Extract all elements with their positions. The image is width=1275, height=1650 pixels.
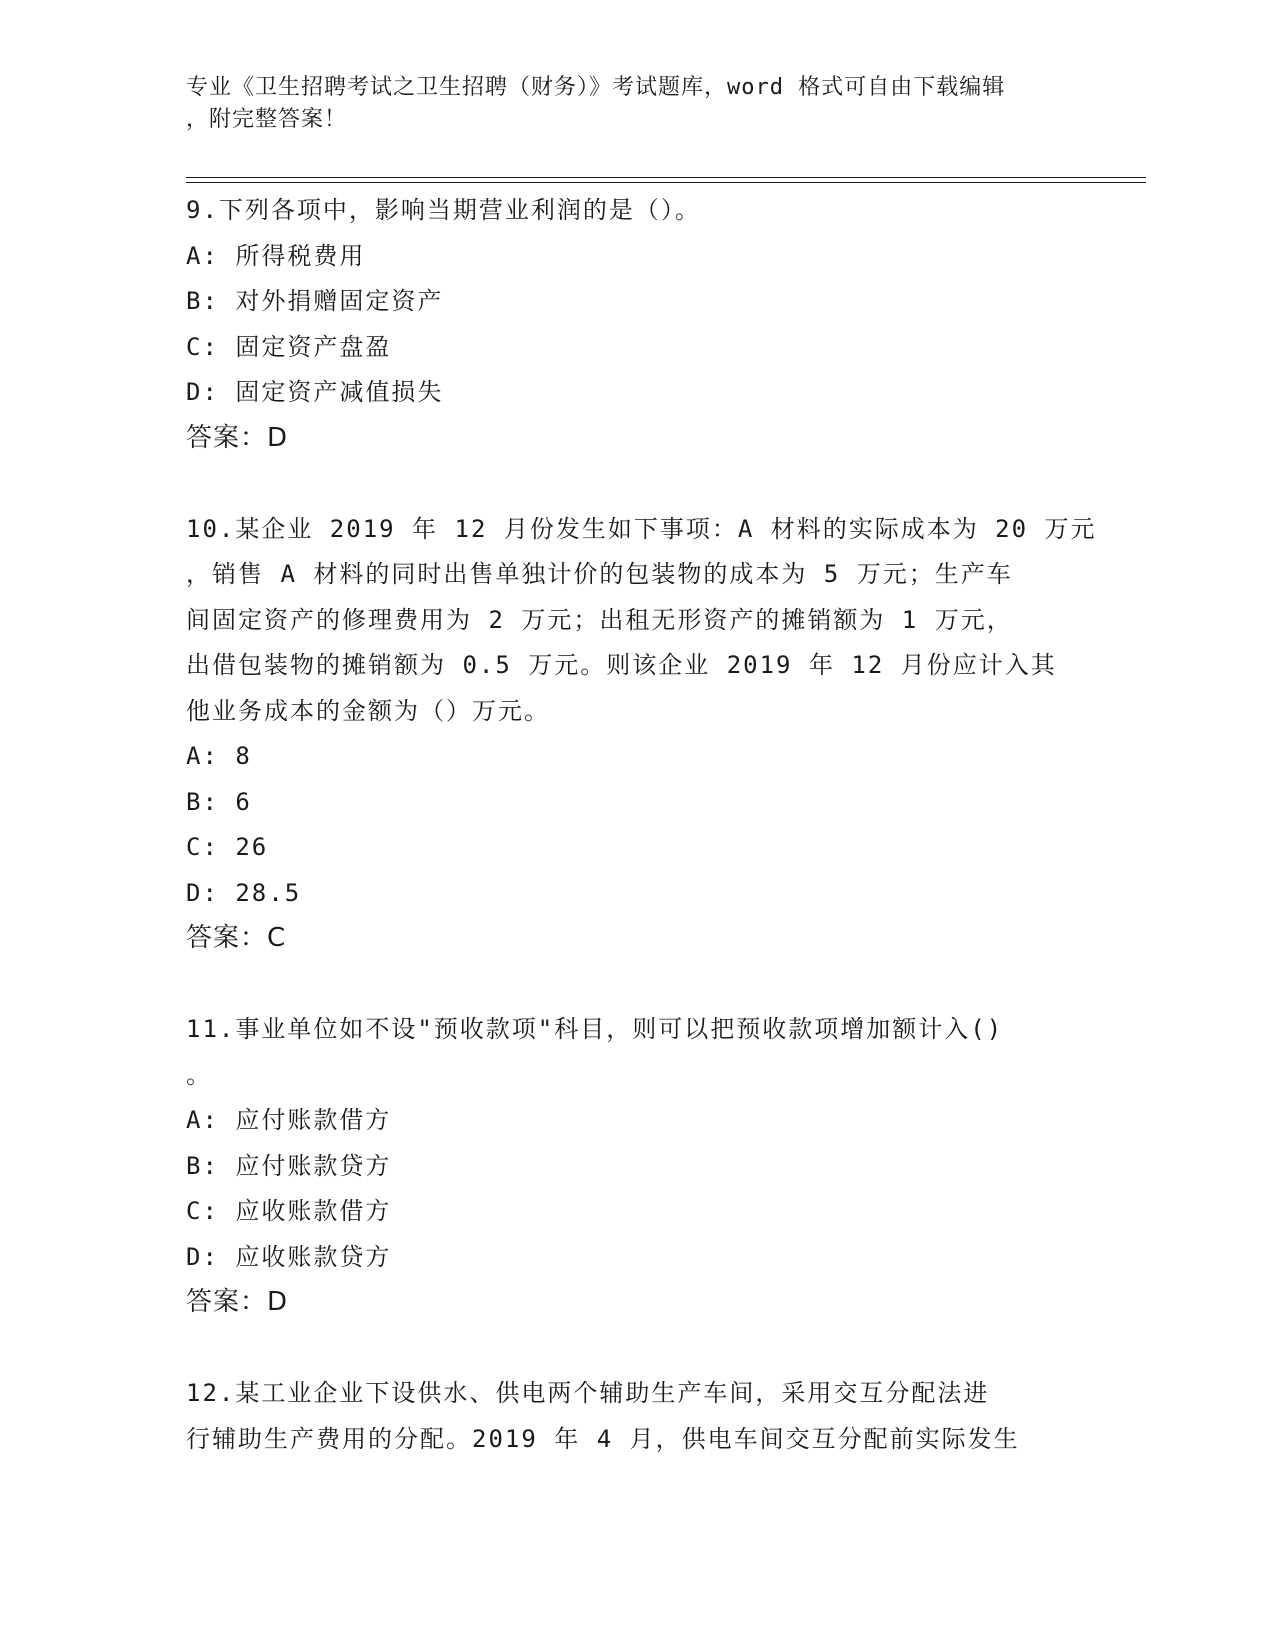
option-b: B: 对外捐赠固定资产 — [186, 287, 444, 315]
option-c: C: 应收账款借方 — [186, 1197, 392, 1225]
question-text-line-4: 出借包装物的摊销额为 0.5 万元。则该企业 2019 年 12 月份应计入其 — [186, 651, 1057, 679]
header-divider-top — [186, 177, 1146, 178]
question-text-line-2: 行辅助生产费用的分配。2019 年 4 月，供电车间交互分配前实际发生 — [186, 1424, 1020, 1453]
option-d: D: 应收账款贷方 — [186, 1242, 392, 1271]
header-divider-bottom — [186, 182, 1146, 183]
question-text-line-2: ，销售 A 材料的同时出售单独计价的包装物的成本为 5 万元；生产车 — [186, 560, 1013, 588]
spacer — [186, 962, 1086, 1008]
option-d: D: 28.5 — [186, 878, 302, 907]
option-b: B: 应付账款贷方 — [186, 1151, 392, 1180]
question-12 — [186, 1371, 1086, 1462]
answer: 答案：D — [186, 1287, 289, 1317]
spacer — [186, 461, 1086, 507]
option-d: D: 固定资产减值损失 — [186, 378, 444, 406]
option-a: A: 8 — [186, 742, 252, 770]
question-text-line-2: 。 — [186, 1060, 212, 1089]
document-header — [186, 72, 1066, 136]
question-text-line-3: 间固定资产的修理费用为 2 万元；出租无形资产的摊销额为 1 万元， — [186, 605, 1013, 634]
question-text-line-1: 11.事业单位如不设"预收款项"科目，则可以把预收款项增加额计入() — [186, 1015, 1004, 1043]
question-11 — [186, 1007, 1086, 1326]
question-9 — [186, 188, 1086, 461]
answer: 答案：D — [186, 422, 289, 453]
question-text: 9.下列各项中，影响当期营业利润的是（）。 — [186, 196, 701, 224]
option-a: A: 应付账款借方 — [186, 1106, 392, 1134]
option-a: A: 所得税费用 — [186, 241, 366, 270]
question-text-line-1: 10.某企业 2019 年 12 月份发生如下事项：A 材料的实际成本为 20 万元 — [186, 514, 1097, 543]
answer: 答案：C — [186, 923, 287, 953]
option-c: C: 固定资产盘盈 — [186, 332, 392, 361]
question-text-line-5: 他业务成本的金额为（）万元。 — [186, 696, 550, 725]
question-10 — [186, 507, 1097, 962]
spacer — [186, 1326, 1086, 1372]
question-text-line-1: 12.某工业企业下设供水、供电两个辅助生产车间，采用交互分配法进 — [186, 1379, 990, 1407]
option-c: C: 26 — [186, 833, 269, 861]
question-list — [186, 188, 1097, 1462]
header-line-2: ，附完整答案！ — [186, 107, 348, 132]
header-line-1: 专业《卫生招聘考试之卫生招聘（财务）》考试题库，word 格式可自由下载编辑 — [186, 75, 1006, 100]
option-b: B: 6 — [186, 787, 252, 816]
